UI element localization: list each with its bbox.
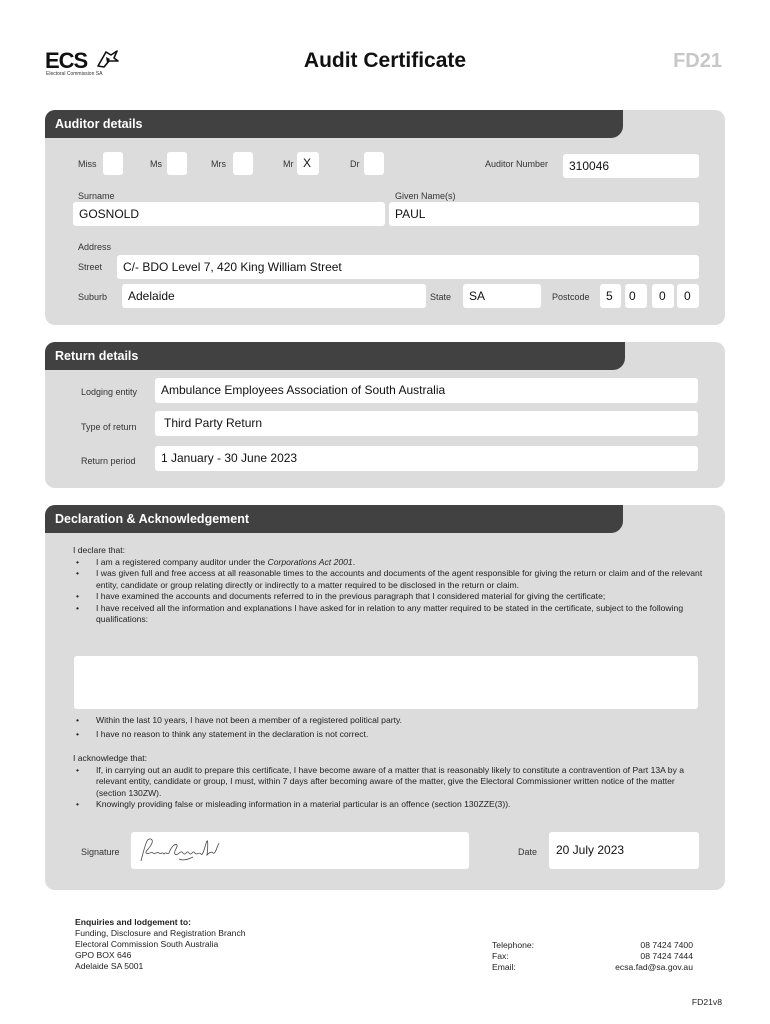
return-details-header: Return details <box>45 342 625 370</box>
declaration-text-continued <box>73 715 703 740</box>
acknowledgement-item: • Knowingly providing false or misleading information in a material particular is an offence (section 130ZZE(3)). <box>73 799 703 811</box>
declaration-item: • I have received all the information and explanations I have asked for in relation to any matter required to be stated in the certificate, subject to the following qualifications: <box>73 603 703 626</box>
return-details-section <box>45 342 725 488</box>
declaration-text <box>73 545 703 626</box>
surname-label: Surname <box>78 191 115 201</box>
enquiries-line: Adelaide SA 5001 <box>75 961 144 971</box>
return-period-label: Return period <box>81 456 136 466</box>
signature-image <box>137 835 237 867</box>
date-label: Date <box>518 847 538 857</box>
street-label: Street <box>78 262 103 272</box>
form-version: FD21v8 <box>691 997 722 1007</box>
form-code: FD21 <box>673 50 722 72</box>
date-field[interactable]: 20 July 2023 <box>549 832 699 869</box>
fax-label: Fax: <box>492 951 509 961</box>
declaration-item: • I have examined the accounts and documents referred to in the previous paragraph that I considered material for giving the certificate; <box>73 591 703 603</box>
logo-text: ECS <box>45 48 88 73</box>
title-box-mr[interactable]: X <box>297 152 319 175</box>
email-link[interactable]: ecsa.fad@sa.gov.au <box>615 962 693 972</box>
declaration-item: • I was given full and free access at all reasonable times to the accounts and documents of the agent responsible for giving the return or claim and of the relevant entity, candidate or group relating directly or indirectly to a matter required to be disclosed in the return or claim. <box>73 568 703 591</box>
auditor-details-section <box>45 110 725 325</box>
auditor-details-header: Auditor details <box>45 110 623 138</box>
signature-field[interactable] <box>131 832 469 869</box>
enquiries-block <box>75 917 246 972</box>
logo-subtext: Electoral Commission SA <box>46 71 103 77</box>
declaration-item: • I have no reason to think any statement in the declaration is not correct. <box>73 729 703 741</box>
title-box-miss[interactable] <box>103 152 123 175</box>
qualifications-field[interactable] <box>74 656 698 709</box>
declaration-item: • Within the last 10 years, I have not been a member of a registered political party. <box>73 715 703 727</box>
suburb-label: Suburb <box>78 292 108 302</box>
enquiries-heading: Enquiries and lodgement to: <box>75 917 192 927</box>
given-names-label: Given Name(s) <box>395 191 456 201</box>
state-field[interactable]: SA <box>463 284 541 308</box>
postcode-digit-3[interactable]: 0 <box>652 284 674 308</box>
signature-label: Signature <box>81 847 120 857</box>
page-title: Audit Certificate <box>303 49 467 72</box>
declaration-section <box>45 505 725 890</box>
return-type-label: Type of return <box>81 422 137 432</box>
return-type-field[interactable]: Third Party Return <box>155 411 698 436</box>
given-names-field[interactable]: PAUL <box>389 202 699 226</box>
enquiries-line: GPO BOX 646 <box>75 950 132 960</box>
declaration-intro: I declare that: <box>73 545 126 555</box>
postcode-label: Postcode <box>552 292 590 302</box>
address-label: Address <box>78 242 112 252</box>
title-label-mrs: Mrs <box>211 159 226 169</box>
email-label: Email: <box>492 962 516 972</box>
title-label-ms: Ms <box>150 159 162 169</box>
telephone-value: 08 7424 7400 <box>640 940 693 950</box>
declaration-item: • I am a registered company auditor under the Corporations Act 2001. <box>73 557 703 569</box>
auditor-number-label: Auditor Number <box>485 159 549 169</box>
acknowledgement-intro: I acknowledge that: <box>73 753 148 763</box>
title-box-dr[interactable] <box>364 152 384 175</box>
postcode-digit-1[interactable]: 5 <box>600 284 621 308</box>
surname-field[interactable]: GOSNOLD <box>73 202 385 226</box>
title-box-mrs[interactable] <box>233 152 253 175</box>
return-period-field[interactable]: 1 January - 30 June 2023 <box>155 446 698 471</box>
street-field[interactable]: C/- BDO Level 7, 420 King William Street <box>117 255 699 279</box>
telephone-label: Telephone: <box>492 940 535 950</box>
title-label-miss: Miss <box>78 159 97 169</box>
lodging-entity-label: Lodging entity <box>81 387 138 397</box>
acknowledgement-item: • If, in carrying out an audit to prepare this certificate, I have become aware of a matter that is reasonably likely to constitute a contravention of Part 13A by a relevant entity, candidate or group, I must, within 7 days after becoming aware of the matter, give the Electoral Commissioner written notice of the matter (section 130ZW). <box>73 765 703 800</box>
fax-value: 08 7424 7444 <box>640 951 693 961</box>
enquiries-line: Funding, Disclosure and Registration Branch <box>75 928 246 938</box>
title-box-ms[interactable] <box>167 152 187 175</box>
acknowledgement-text <box>73 753 703 811</box>
postcode-digit-2[interactable]: 0 <box>625 284 647 308</box>
declaration-header: Declaration & Acknowledgement <box>45 505 623 533</box>
lodging-entity-field[interactable]: Ambulance Employees Association of South Australia <box>155 378 698 403</box>
suburb-field[interactable]: Adelaide <box>122 284 426 308</box>
postcode-digit-4[interactable]: 0 <box>677 284 699 308</box>
auditor-number-field[interactable]: 310046 <box>563 154 699 178</box>
contact-labels <box>492 940 534 973</box>
contact-values <box>615 940 693 973</box>
title-label-dr: Dr <box>350 159 360 169</box>
enquiries-line: Electoral Commission South Australia <box>75 939 219 949</box>
title-label-mr: Mr <box>283 159 294 169</box>
state-label: State <box>430 292 452 302</box>
